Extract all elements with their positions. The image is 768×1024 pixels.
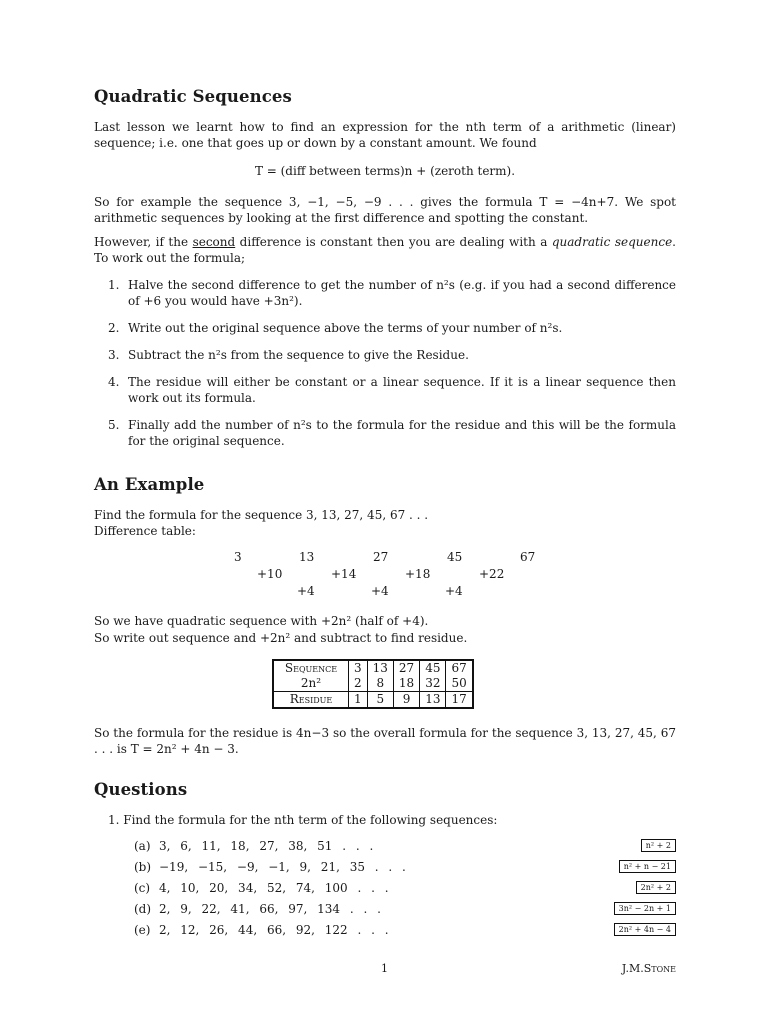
list-item: (e) 2, 12, 26, 44, 66, 92, 122 . . . 2n² + 4n − 4 xyxy=(94,920,676,941)
however-text-1: However, if the xyxy=(94,235,193,249)
page-number: 1 xyxy=(381,962,388,975)
step-item: 1. Halve the second difference to get the number of n²s (e.g. if you had a second difference of +6 you would have +3n²). xyxy=(108,278,676,308)
difference-label: Difference table: xyxy=(94,524,196,538)
diff-term: 27 xyxy=(373,550,389,564)
example-paragraph: So for example the sequence 3, −1, −5, −9 . . . gives the formula T = −4n+7. We spot arithmetic sequences by looking at the first difference and spotting the constant. xyxy=(94,195,676,225)
so-quadratic: So we have quadratic sequence with +2n² (half of +4). xyxy=(94,614,429,628)
first-difference: +14 xyxy=(331,567,357,581)
however-paragraph xyxy=(94,234,676,266)
conclusion-paragraph: So the formula for the residue is 4n−3 so the overall formula for the sequence 3, 13, 27, 45, 67 . . . is T = 2n² + 4n − 3. xyxy=(94,726,676,756)
document-page xyxy=(94,0,676,1024)
page-title: Quadratic Sequences xyxy=(94,87,292,106)
answer-box: n² + 2 xyxy=(641,839,676,852)
second-difference: +4 xyxy=(445,584,463,598)
diff-term: 13 xyxy=(299,550,315,564)
table-row: Sequence 3 13 27 45 67 xyxy=(273,660,473,676)
formula-line: T = (diff between terms)n + (zeroth term). xyxy=(254,164,516,178)
difference-table xyxy=(94,550,676,600)
table-row: Residue 1 5 9 13 17 xyxy=(273,692,473,709)
method-steps xyxy=(94,277,676,449)
answer-box: n² + n − 21 xyxy=(619,860,676,873)
quadratic-italic: quadratic sequence xyxy=(551,235,673,249)
example-heading: An Example xyxy=(94,475,205,494)
intro-paragraph: Last lesson we learnt how to find an expression for the nth term of a arithmetic (linear) sequence; i.e. one that goes up or down by a constant amount. We found xyxy=(94,120,676,150)
however-text-2: difference is constant then you are dealing with a xyxy=(235,235,552,249)
first-difference: +22 xyxy=(479,567,505,581)
step-item: 3. Subtract the n²s from the sequence to give the Residue. xyxy=(108,348,469,362)
list-item: (a) 3, 6, 11, 18, 27, 38, 51 . . . n² + 2 xyxy=(94,836,676,857)
step-item: 4. The residue will either be constant or a linear sequence. If it is a linear sequence then work out its formula. xyxy=(108,375,676,405)
first-difference: +18 xyxy=(405,567,431,581)
answer-box: 2n² + 4n − 4 xyxy=(614,923,676,936)
however-text-3: . To work out the formula; xyxy=(94,235,676,265)
list-item: (c) 4, 10, 20, 34, 52, 74, 100 . . . 2n² + 2 xyxy=(94,878,676,899)
answer-box: 3n² − 2n + 1 xyxy=(614,902,676,915)
second-difference: +4 xyxy=(371,584,389,598)
example-find: Find the formula for the sequence 3, 13, 27, 45, 67 . . . xyxy=(94,508,429,522)
question-1: 1. Find the formula for the nth term of the following sequences: xyxy=(108,813,498,827)
subquestion-list xyxy=(94,836,676,941)
step-item: 5. Finally add the number of n²s to the formula for the residue and this will be the formula for the original sequence. xyxy=(108,418,676,448)
list-item: (d) 2, 9, 22, 41, 66, 97, 134 . . . 3n² − 2n + 1 xyxy=(94,899,676,920)
diff-term: 3 xyxy=(234,550,242,564)
author: J.M.Stone xyxy=(621,962,676,975)
so-write: So write out sequence and +2n² and subtract to find residue. xyxy=(94,631,468,645)
first-difference: +10 xyxy=(257,567,283,581)
answer-box: 2n² + 2 xyxy=(636,881,676,894)
second-difference: +4 xyxy=(297,584,315,598)
step-item: 2. Write out the original sequence above the terms of your number of n²s. xyxy=(108,321,563,335)
list-item: (b) −19, −15, −9, −1, 9, 21, 35 . . . n² + n − 21 xyxy=(94,857,676,878)
second-underlined: second xyxy=(192,235,236,249)
diff-term: 45 xyxy=(447,550,463,564)
table-row: 2n² 2 8 18 32 50 xyxy=(273,676,473,692)
diff-term: 67 xyxy=(520,550,536,564)
questions-heading: Questions xyxy=(94,780,188,799)
residue-table xyxy=(272,659,474,709)
